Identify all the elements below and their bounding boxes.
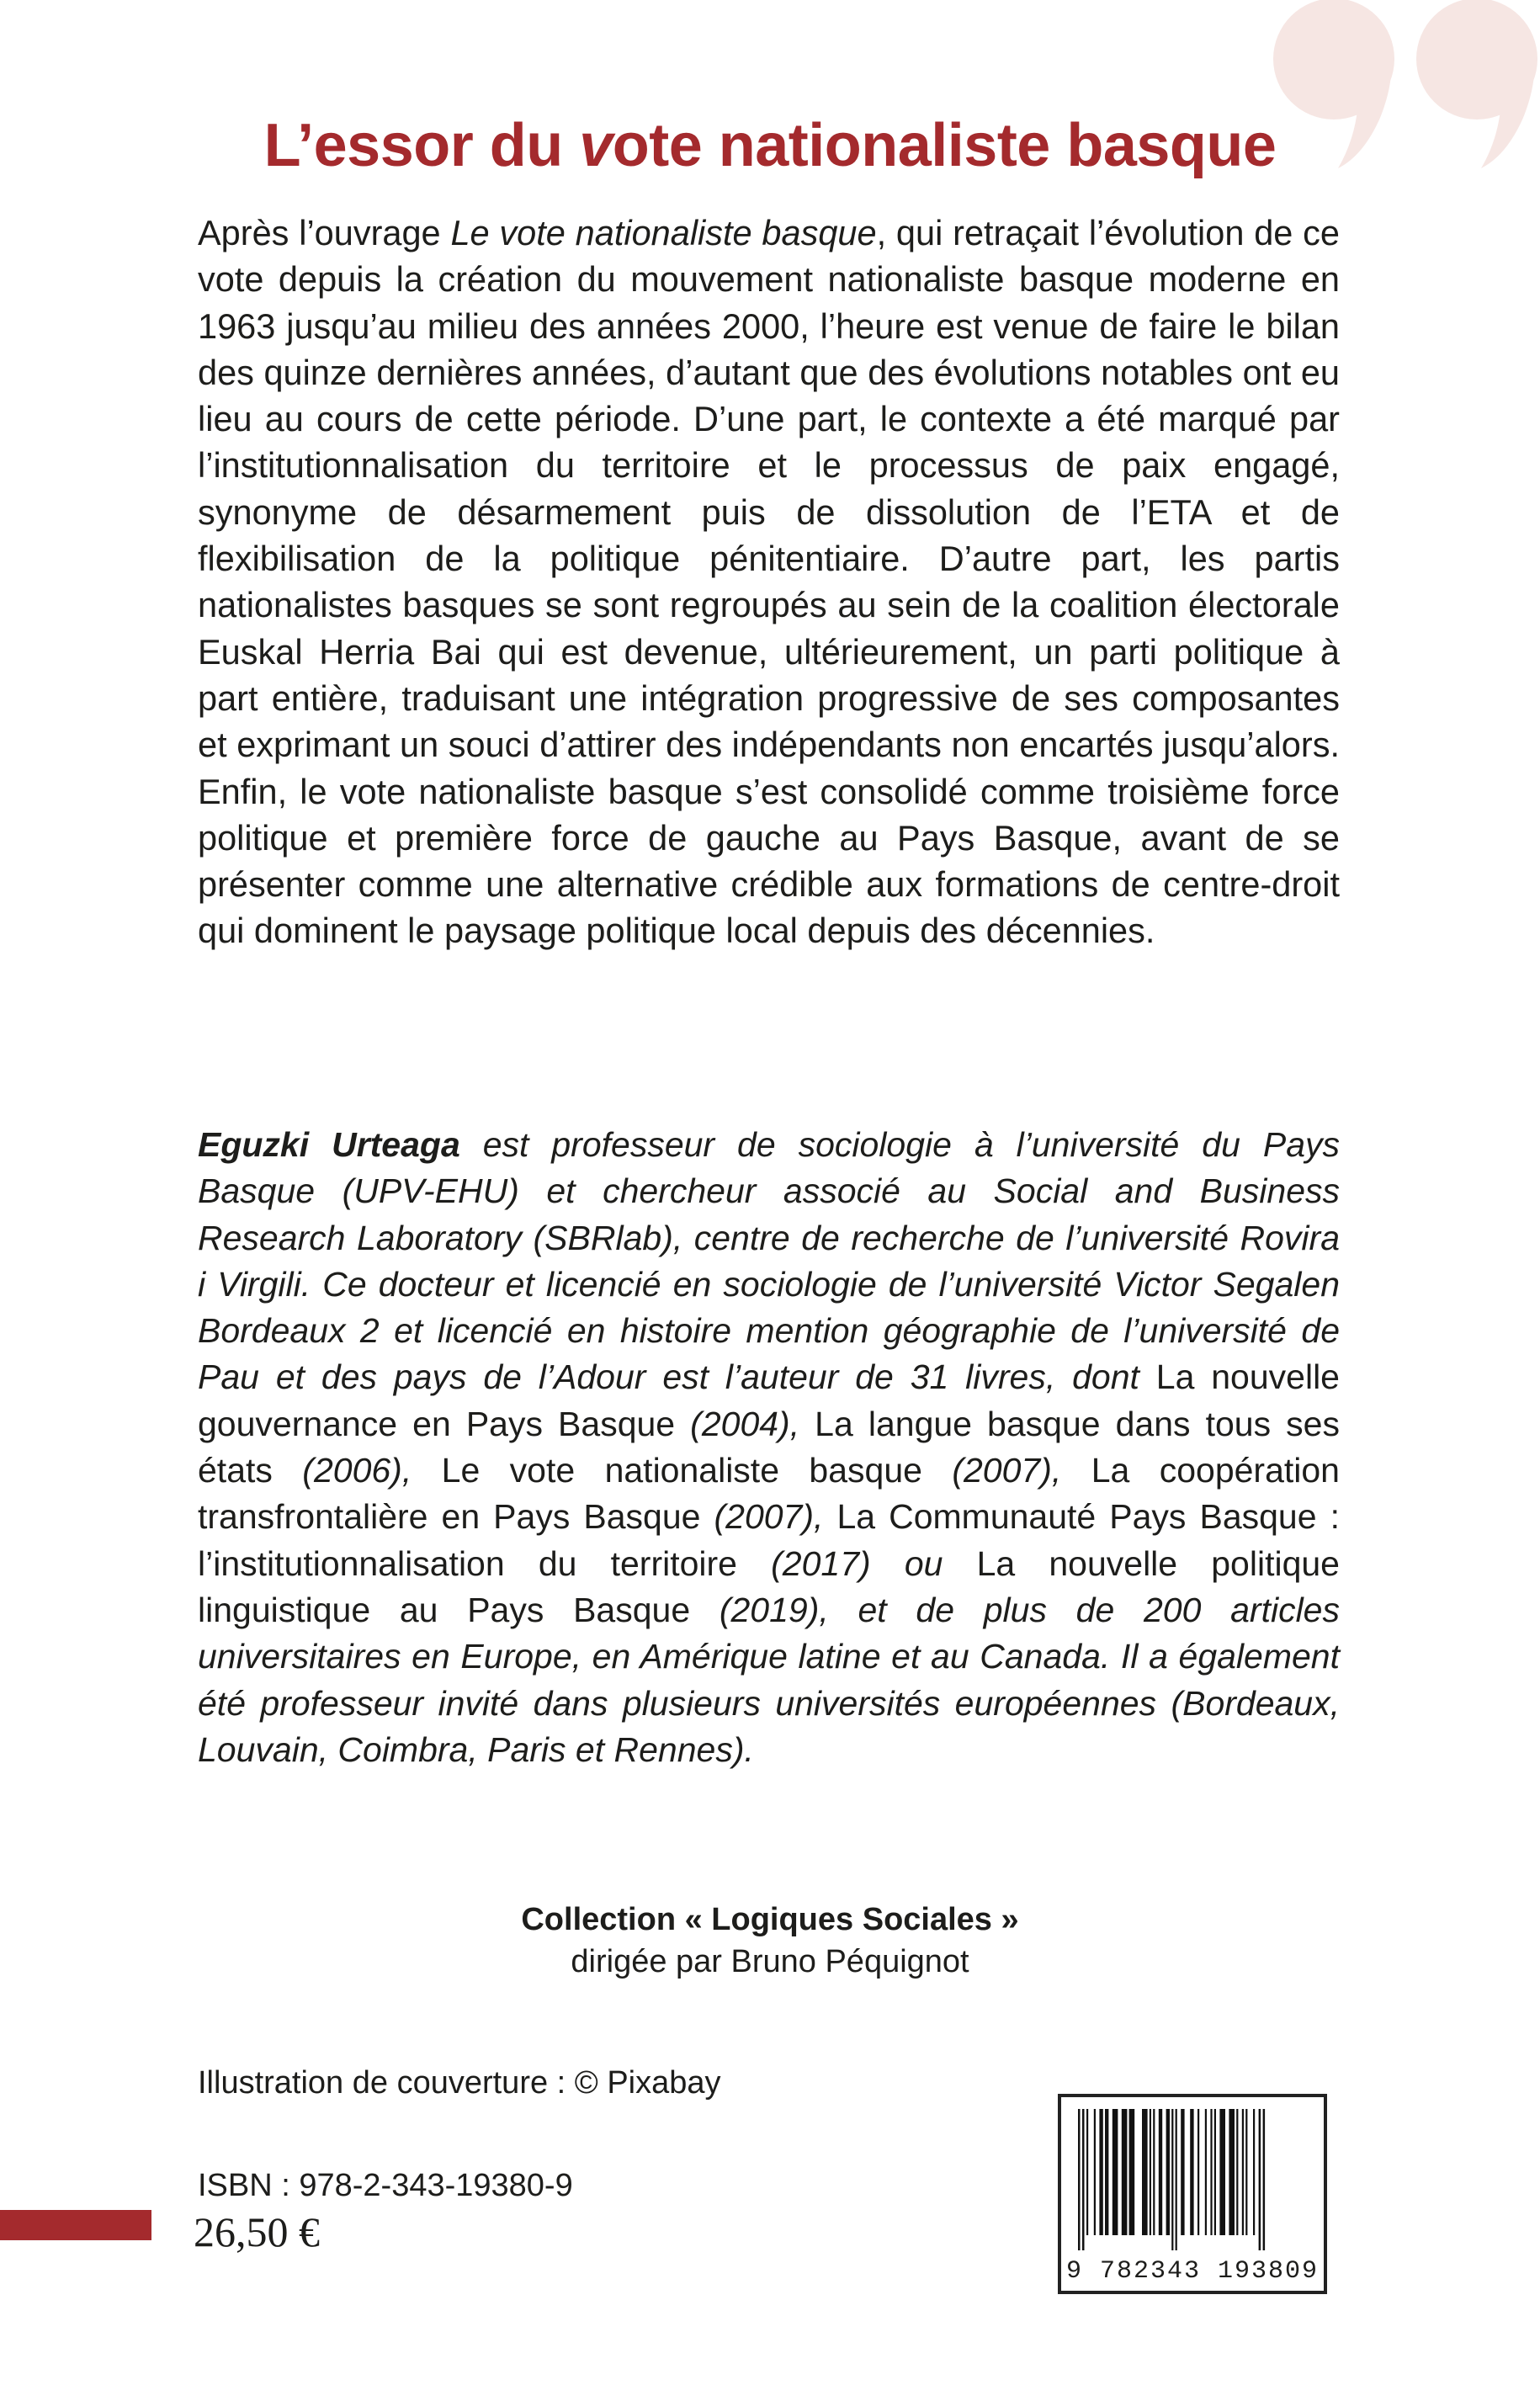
collection-info [0, 1899, 1540, 1983]
barcode-digits: 9 782343 193809 [1065, 2257, 1320, 2286]
bio-book-1: La nouvelle gouvernance en Pays Basque [198, 1357, 1340, 1443]
summary-paragraph [198, 210, 1340, 954]
bio-book-5: La Communauté Pays Basque : l’institutionnalisation du territoire [198, 1497, 1340, 1583]
bio-text-1: est professeur de sociologie à l’université du Pays Basque (UPV-EHU) et chercheur associé au Social and Business Research Laboratory (SBRlab), centre de recherche de l’université Rovira i Virgili. Ce docteur et licencié en sociologie de l’université Victor Segalen Bordeaux 2 et licencié en histoire mention géographie de l’université de Pau et des pays de l’Adour est l’auteur de 31 livres, dont [198, 1125, 1340, 1397]
collection-name: Collection « Logiques Sociales » [521, 1902, 1019, 1937]
author-name: Eguzki Urteaga [198, 1125, 460, 1164]
summary-text-2: , qui retraçait l’évolution de ce vote depuis la création du mouvement nationaliste basque moderne en 1963 jusqu’au milieu des années 2000, l’heure est venue de faire le bilan des quinze dernières années, d’autant que des évolutions notables ont eu lieu au cours de cette période. D’une part, le contexte a été marqué par l’institutionnalisation du territoire et le processus de paix engagé, synonyme de désarmement puis de dissolution de l’ETA et de flexibilisation de la politique pénitentiaire. D’autre part, les partis nationalistes basques se sont regroupés au sein de la coalition électorale Euskal Herria Bai qui est devenue, ultérieurement, un parti politique à part entière, traduisant une intégration progressive de ses composantes et exprimant un souci d’attirer des indépendants non encartés jusqu’alors. Enfin, le vote nationaliste basque s’est consolidé comme troisième force politique et première force de gauche au Pays Basque, avant de se présenter comme une alternative crédible aux formations de centre-droit qui dominent le paysage politique local depuis des décennies. [198, 213, 1341, 951]
barcode [1058, 2094, 1327, 2294]
collection-director: dirigée par Bruno Péquignot [571, 1944, 969, 1979]
bio-text-5: (2007), [700, 1497, 837, 1537]
summary-book-title: Le vote nationaliste basque [450, 213, 877, 252]
bio-text-4: (2007), [921, 1451, 1091, 1490]
price: 26,50 € [194, 2208, 320, 2255]
summary-text-1: Après l’ouvrage [198, 213, 451, 252]
barcode-bars [1075, 2109, 1310, 2250]
author-bio [198, 1122, 1340, 1773]
bio-book-6: La nouvelle politique linguistique au Pays Basque [198, 1543, 1340, 1629]
book-title [0, 105, 1540, 186]
bio-book-3: Le vote nationaliste basque [441, 1451, 922, 1490]
bio-text-7: (2019), et de plus de 200 articles universitaires en Europe, en Amérique latine et au Canada. Il a également été professeur invité dans plusieurs universités européennes (Bordeaux, Louvain, Coimbra, Paris et Rennes). [198, 1590, 1340, 1769]
bio-text-6: (2017) ou [736, 1543, 977, 1583]
accent-bar [0, 2210, 151, 2240]
bio-book-2: La langue basque dans tous ses états [198, 1404, 1340, 1490]
title-text-2: v [579, 112, 613, 179]
title-text-1: L’essor du [263, 112, 580, 179]
cover-credit: Illustration de couverture : © Pixabay [198, 2065, 721, 2101]
title-text-3: ote nationaliste basque [612, 112, 1277, 179]
bio-text-3: (2006), [272, 1451, 442, 1490]
bio-text-2: (2004), [675, 1404, 815, 1443]
isbn: ISBN : 978-2-343-19380-9 [198, 2168, 573, 2203]
bio-book-4: La coopération transfrontalière en Pays Basque [198, 1451, 1340, 1537]
